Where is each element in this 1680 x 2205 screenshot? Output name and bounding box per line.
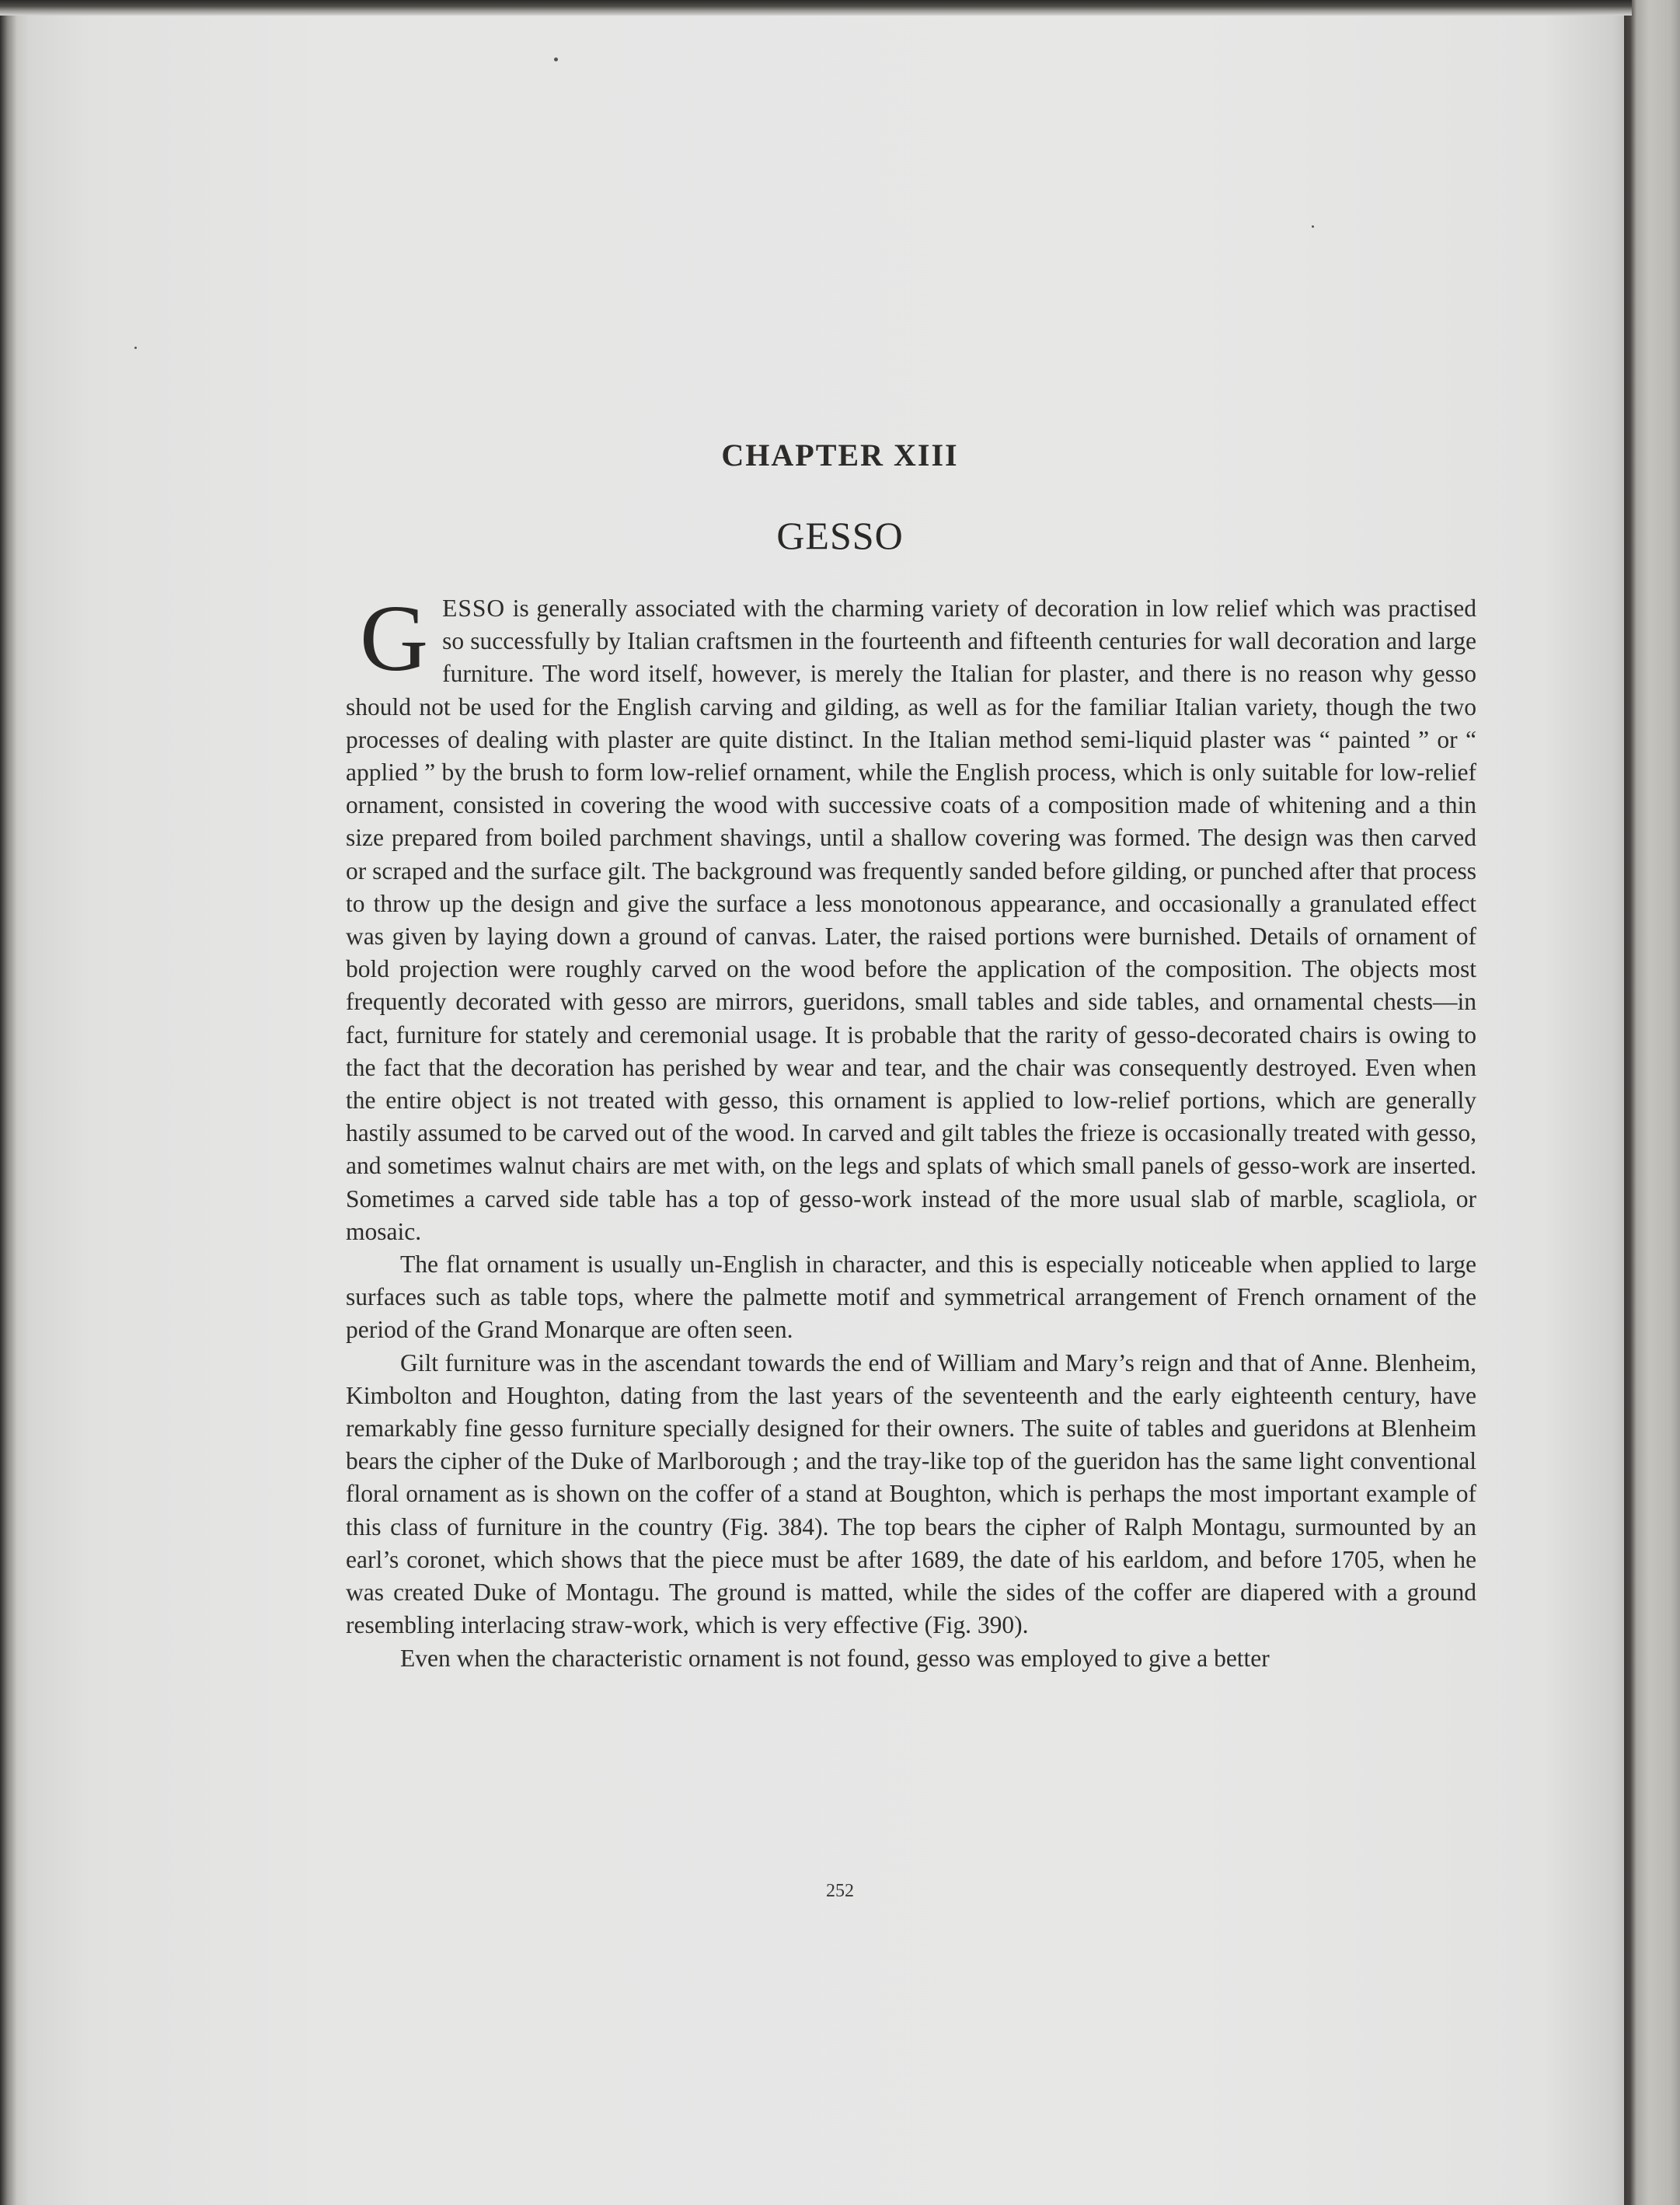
scan-speck xyxy=(134,347,137,349)
chapter-number: CHAPTER XIII xyxy=(721,438,959,473)
chapter-body xyxy=(346,586,1476,1675)
paragraph-3: Gilt furniture was in the ascendant towards the end of William and Mary’s reign and that of Anne. Blenheim, Kimbolton and Houghton, dating from the last years of the seventeenth and the early eighteenth century, have remarkably fine gesso furniture specially designed for their owners. The suite of tables and gueridons at Blenheim bears the cipher of the Duke of Marlborough ; and the tray-like top of the gueridon has the same light conventional floral ornament as is shown on the coffer of a stand at Boughton, which is perhaps the most important example of this class of furniture in the country (Fig. 384). The top bears the cipher of Ralph Montagu, surmounted by an earl’s coronet, which shows that the piece must be after 1689, the date of his earldom, and before 1705, when he was created Duke of Montagu. The ground is matted, while the sides of the coffer are diapered with a ground resembling interlacing straw-work, which is very effective (Fig. 390). xyxy=(346,1348,1476,1639)
paragraph-4: Even when the characteristic ornament is not found, gesso was employed to give a better xyxy=(400,1644,1270,1672)
page-top-edge xyxy=(0,0,1632,16)
page-number: 252 xyxy=(826,1881,854,1901)
paragraph-1 xyxy=(346,586,1476,1248)
paragraph-1-text: is generally associated with the charming variety of decoration in low relief which was practised so successfully by Italian craftsmen in the fourteenth and fifteenth centuries for wall decoration and large furniture. The word itself, however, is merely the Italian for plaster, and there is no reason why gesso should not be used for the English carving and gilding, as well as for the familiar Italian variety, though the two processes of dealing with plaster are quite distinct. In the Italian method semi-liquid plaster was “ painted ” or “ applied ” by the brush to form low-relief ornament, while the English process, which is only suitable for low-relief ornament, consisted in covering the wood with successive coats of a composition made of whitening and a thin size prepared from boiled parchment shavings, until a shallow covering was formed. The design was then carved or scraped and the surface gilt. The background was frequently sanded before gilding, or punched after that process to throw up the design and give the surface a less monotonous appearance, and occasionally a granulated effect was given by laying down a ground of canvas. Later, the raised portions were burnished. Details of ornament of bold projection were roughly carved on the wood before the application of the composition. The objects most frequently decorated with gesso are mirrors, gueridons, small tables and side tables, and ornamental chests—in fact, furniture for stately and ceremonial usage. It is probable that the rarity of gesso-decorated chairs is owing to the fact that the decoration has perished by wear and tear, and the chair was consequently destroyed. Even when the entire object is not treated with gesso, this ornament is applied to low-relief portions, which are generally hastily assumed to be carved out of the wood. In carved and gilt tables the frieze is occasionally treated with gesso, and sometimes walnut chairs are met with, on the legs and splats of which small panels of gesso-work are inserted. Sometimes a carved side table has a top of gesso-work instead of the more usual slab of marble, scagliola, or mosaic. xyxy=(346,595,1476,1245)
scan-speck xyxy=(1312,225,1314,228)
drop-cap: G xyxy=(360,586,429,691)
lead-in-word: ESSO xyxy=(442,595,506,622)
scan-speck xyxy=(554,58,558,61)
chapter-title: GESSO xyxy=(776,514,904,557)
paragraph-2: The flat ornament is usually un-English in character, and this is especially noticeable when applied to large surfaces such as table tops, where the palmette motif and symmetrical arrangement of French ornament of the period of the Grand Monarque are often seen. xyxy=(346,1251,1476,1344)
book-fold-right-edge xyxy=(1624,0,1680,2205)
